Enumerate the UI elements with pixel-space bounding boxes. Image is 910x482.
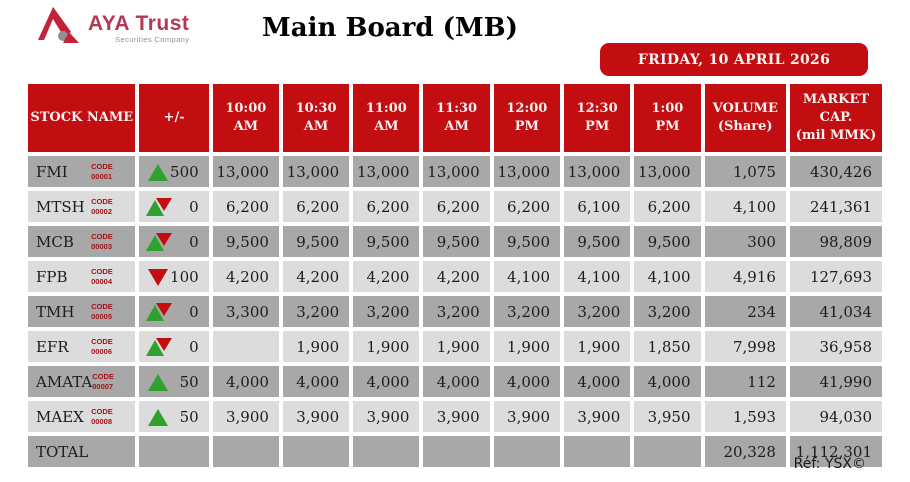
change-cell xyxy=(139,226,208,257)
table-row-maex xyxy=(28,401,882,432)
stock-name-cell xyxy=(28,156,135,187)
price-cell-10-30-am: 6,200 xyxy=(283,191,349,222)
price-cell-11-00-am: 1,900 xyxy=(353,331,419,362)
change-value: 0 xyxy=(189,337,199,356)
stock-code: CODE 00007 xyxy=(92,372,114,391)
up-triangle-icon xyxy=(146,162,172,182)
date-banner: FRIDAY, 10 APRIL 2026 xyxy=(600,43,868,76)
price-cell-11-30-am: 6,200 xyxy=(423,191,489,222)
market-cap-cell: 41,034 xyxy=(790,296,882,327)
price-cell-12-00-pm: 6,200 xyxy=(494,191,560,222)
table-row-efr xyxy=(28,331,882,362)
brand-name: AYA Trust xyxy=(88,12,190,36)
column-header-10-00-am: 10:00 AM xyxy=(213,84,279,152)
table-row-fpb xyxy=(28,261,882,292)
price-cell-12-30-pm: 4,000 xyxy=(564,366,630,397)
price-cell-10-00-am: 13,000 xyxy=(213,156,279,187)
stock-name-cell xyxy=(28,401,135,432)
price-cell-11-30-am: 4,000 xyxy=(423,366,489,397)
price-cell-12-00-pm: 1,900 xyxy=(494,331,560,362)
price-cell-11-30-am: 3,900 xyxy=(423,401,489,432)
stock-code: CODE 00006 xyxy=(91,337,113,356)
volume-cell: 4,100 xyxy=(705,191,786,222)
price-cell-10-00-am: 4,200 xyxy=(213,261,279,292)
header-row xyxy=(28,84,882,152)
stock-name-cell xyxy=(28,191,135,222)
price-cell-12-30-pm: 9,500 xyxy=(564,226,630,257)
market-cap-cell: 41,990 xyxy=(790,366,882,397)
column-header-stock-name: STOCK NAME xyxy=(28,84,135,152)
table-row-tmh xyxy=(28,296,882,327)
change-cell xyxy=(139,296,208,327)
column-header-1-00-pm: 1:00 PM xyxy=(634,84,700,152)
stock-code: CODE 00008 xyxy=(91,407,113,426)
price-cell-11-00-am: 3,200 xyxy=(353,296,419,327)
price-cell-11-30-am: 3,200 xyxy=(423,296,489,327)
column-header-11-30-am: 11:30 AM xyxy=(423,84,489,152)
price-cell-10-00-am: 3,300 xyxy=(213,296,279,327)
brand-tagline: Securities Company xyxy=(115,35,190,45)
market-cap-cell: 127,693 xyxy=(790,261,882,292)
price-cell-12-30-pm: 4,100 xyxy=(564,261,630,292)
total-empty-cell xyxy=(423,436,489,467)
price-cell-11-00-am: 4,200 xyxy=(353,261,419,292)
table-header xyxy=(28,84,882,152)
market-cap-cell: 36,958 xyxy=(790,331,882,362)
price-cell-11-30-am: 9,500 xyxy=(423,226,489,257)
price-cell-10-30-am: 3,900 xyxy=(283,401,349,432)
volume-cell: 1,593 xyxy=(705,401,786,432)
price-cell-10-00-am: 4,000 xyxy=(213,366,279,397)
stock-name: EFR xyxy=(36,337,69,356)
stock-name: MTSH xyxy=(36,197,85,216)
change-value: 0 xyxy=(189,302,199,321)
volume-cell: 4,916 xyxy=(705,261,786,292)
volume-cell: 7,998 xyxy=(705,331,786,362)
column-header-volume-share: VOLUME (Share) xyxy=(705,84,786,152)
total-volume-cell: 20,328 xyxy=(705,436,786,467)
price-cell-12-00-pm: 4,100 xyxy=(494,261,560,292)
price-cell-1-00-pm: 6,200 xyxy=(634,191,700,222)
price-cell-10-00-am: 6,200 xyxy=(213,191,279,222)
volume-cell: 112 xyxy=(705,366,786,397)
up-triangle-icon xyxy=(146,407,172,427)
change-value: 0 xyxy=(189,197,199,216)
total-label: TOTAL xyxy=(28,436,135,467)
up-down-triangle-icon xyxy=(146,337,172,357)
price-cell-10-00-am: 9,500 xyxy=(213,226,279,257)
price-cell-1-00-pm: 1,850 xyxy=(634,331,700,362)
market-cap-cell: 430,426 xyxy=(790,156,882,187)
total-empty-cell xyxy=(283,436,349,467)
market-cap-cell: 241,361 xyxy=(790,191,882,222)
table-row-mtsh xyxy=(28,191,882,222)
stock-name-cell xyxy=(28,226,135,257)
price-cell-11-00-am: 4,000 xyxy=(353,366,419,397)
price-cell-10-30-am: 4,200 xyxy=(283,261,349,292)
stock-name: MAEX xyxy=(36,407,84,426)
price-cell-10-30-am: 13,000 xyxy=(283,156,349,187)
price-cell-10-30-am: 1,900 xyxy=(283,331,349,362)
total-empty-cell xyxy=(353,436,419,467)
price-cell-10-00-am xyxy=(213,331,279,362)
up-triangle-icon xyxy=(146,372,172,392)
total-market-cap-cell: 1,112,301 xyxy=(790,436,882,467)
price-cell-11-00-am: 9,500 xyxy=(353,226,419,257)
reference-note: Ref: YSX© xyxy=(793,456,866,472)
column-header-10-30-am: 10:30 AM xyxy=(283,84,349,152)
change-cell xyxy=(139,366,208,397)
total-row xyxy=(28,436,882,467)
table-row-amata xyxy=(28,366,882,397)
stock-code: CODE 00001 xyxy=(91,162,113,181)
change-cell xyxy=(139,331,208,362)
stock-code: CODE 00002 xyxy=(91,197,113,216)
down-triangle-icon xyxy=(146,267,172,287)
stock-name-cell xyxy=(28,261,135,292)
price-cell-1-00-pm: 13,000 xyxy=(634,156,700,187)
price-cell-10-30-am: 3,200 xyxy=(283,296,349,327)
table-row-mcb xyxy=(28,226,882,257)
total-empty-cell xyxy=(139,436,208,467)
market-cap-cell: 98,809 xyxy=(790,226,882,257)
volume-cell: 300 xyxy=(705,226,786,257)
up-down-triangle-icon xyxy=(146,232,172,252)
page-title: Main Board (MB) xyxy=(262,13,518,43)
stock-name: TMH xyxy=(36,302,75,321)
price-cell-12-00-pm: 13,000 xyxy=(494,156,560,187)
stock-name-cell xyxy=(28,366,135,397)
price-cell-1-00-pm: 9,500 xyxy=(634,226,700,257)
change-cell xyxy=(139,401,208,432)
stock-name: AMATA xyxy=(36,372,93,391)
up-down-triangle-icon xyxy=(146,302,172,322)
price-cell-11-00-am: 13,000 xyxy=(353,156,419,187)
price-cell-12-00-pm: 3,900 xyxy=(494,401,560,432)
total-empty-cell xyxy=(634,436,700,467)
price-cell-12-30-pm: 6,100 xyxy=(564,191,630,222)
total-empty-cell xyxy=(213,436,279,467)
price-cell-10-30-am: 9,500 xyxy=(283,226,349,257)
change-value: 50 xyxy=(179,407,199,426)
stock-name: FPB xyxy=(36,267,68,286)
stock-name-cell xyxy=(28,331,135,362)
column-header-11-00-am: 11:00 AM xyxy=(353,84,419,152)
price-cell-11-00-am: 6,200 xyxy=(353,191,419,222)
table-row-fmi xyxy=(28,156,882,187)
column-header-12-30-pm: 12:30 PM xyxy=(564,84,630,152)
change-cell xyxy=(139,156,208,187)
market-cap-cell: 94,030 xyxy=(790,401,882,432)
column-header-market-cap-mil-mmk: MARKET CAP. (mil MMK) xyxy=(790,84,882,152)
price-cell-12-30-pm: 3,900 xyxy=(564,401,630,432)
stock-code: CODE 00005 xyxy=(91,302,113,321)
price-cell-1-00-pm: 4,100 xyxy=(634,261,700,292)
change-value: 50 xyxy=(179,372,199,391)
table-body xyxy=(28,156,882,467)
stock-name-cell xyxy=(28,296,135,327)
price-cell-10-00-am: 3,900 xyxy=(213,401,279,432)
change-value: 500 xyxy=(170,162,199,181)
column-header-: +/- xyxy=(139,84,208,152)
price-cell-10-30-am: 4,000 xyxy=(283,366,349,397)
price-cell-1-00-pm: 3,950 xyxy=(634,401,700,432)
volume-cell: 234 xyxy=(705,296,786,327)
change-cell xyxy=(139,261,208,292)
price-cell-11-30-am: 13,000 xyxy=(423,156,489,187)
price-cell-12-30-pm: 1,900 xyxy=(564,331,630,362)
price-cell-11-30-am: 4,200 xyxy=(423,261,489,292)
change-value: 0 xyxy=(189,232,199,251)
stock-name: FMI xyxy=(36,162,68,181)
price-cell-12-30-pm: 3,200 xyxy=(564,296,630,327)
change-value: 100 xyxy=(170,267,199,286)
total-empty-cell xyxy=(494,436,560,467)
change-cell xyxy=(139,191,208,222)
price-cell-12-00-pm: 3,200 xyxy=(494,296,560,327)
price-cell-1-00-pm: 4,000 xyxy=(634,366,700,397)
price-cell-12-30-pm: 13,000 xyxy=(564,156,630,187)
stock-board-table xyxy=(24,80,886,471)
price-cell-12-00-pm: 4,000 xyxy=(494,366,560,397)
column-header-12-00-pm: 12:00 PM xyxy=(494,84,560,152)
price-cell-11-30-am: 1,900 xyxy=(423,331,489,362)
up-down-triangle-icon xyxy=(146,197,172,217)
stock-name: MCB xyxy=(36,232,74,251)
total-empty-cell xyxy=(564,436,630,467)
stock-code: CODE 00003 xyxy=(91,232,113,251)
price-cell-11-00-am: 3,900 xyxy=(353,401,419,432)
volume-cell: 1,075 xyxy=(705,156,786,187)
price-cell-12-00-pm: 9,500 xyxy=(494,226,560,257)
price-cell-1-00-pm: 3,200 xyxy=(634,296,700,327)
stock-code: CODE 00004 xyxy=(91,267,113,286)
